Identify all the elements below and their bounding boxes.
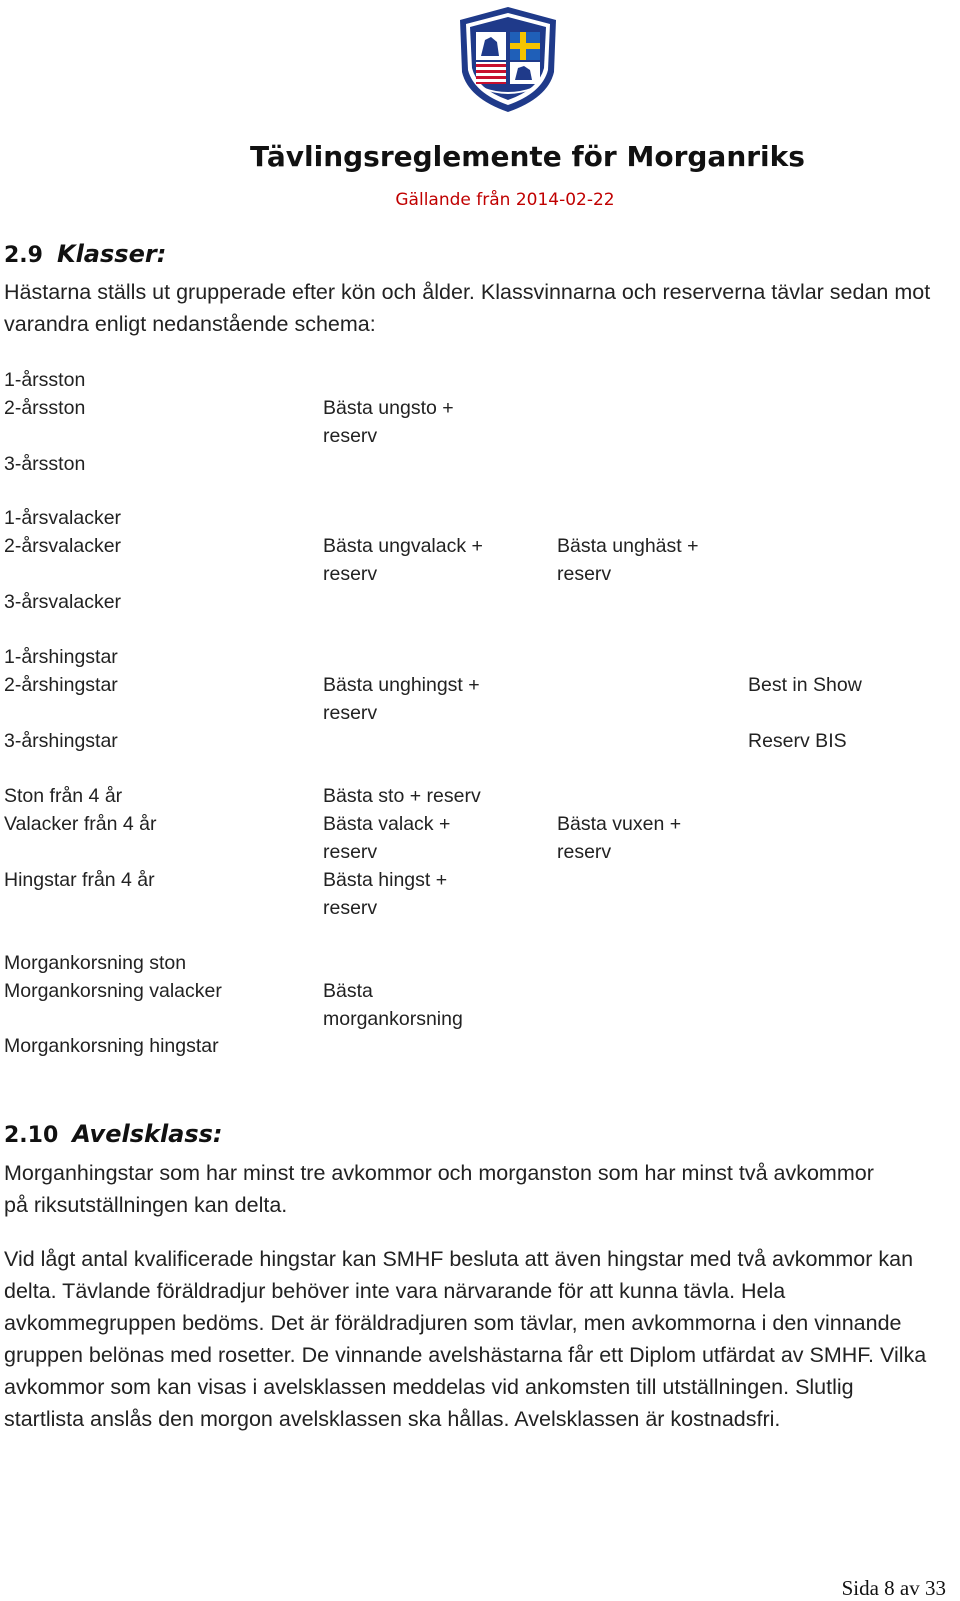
winner-label: Bästa valack + reserv (323, 813, 451, 863)
class-label: 3-årsvalacker (4, 591, 122, 613)
klasser-intro: Hästarna ställs ut grupperade efter kön och ålder. Klassvinnarna och reserverna tävlar sedan mot varandra enligt nedanstående schema: (4, 280, 931, 336)
section-title: Avelsklass: (72, 1120, 223, 1148)
section-title: Klasser: (56, 240, 167, 268)
winner-label: Bästa morgankorsning (323, 980, 463, 1030)
reserve-bis-label: Reserv BIS (748, 730, 847, 752)
class-label: 2-årshingstar (4, 674, 118, 696)
class-label: 1-årshingstar (4, 646, 118, 668)
group-winner-label: Bästa vuxen + reserv (557, 813, 682, 863)
winner-label: Bästa unghingst + reserv (323, 674, 480, 724)
avelsklass-paragraph-1: Morganhingstar som har minst tre avkommor och morganston som har minst två avkommor på riksutställningen kan delta. (4, 1161, 874, 1217)
winner-label: Bästa ungsto + reserv (323, 397, 454, 447)
class-label: 1-årsvalacker (4, 507, 122, 529)
best-in-show-label: Best in Show (748, 674, 862, 696)
class-label: Morgankorsning hingstar (4, 1035, 219, 1057)
class-label: Hingstar från 4 år (4, 869, 155, 891)
class-label: 1-årsston (4, 369, 86, 391)
class-label: 2-årsston (4, 397, 86, 419)
winner-label: Bästa hingst + reserv (323, 869, 448, 919)
group-winner-label: Bästa unghäst + reserv (557, 535, 699, 585)
winner-label: Bästa ungvalack + reserv (323, 535, 483, 585)
class-label: Valacker från 4 år (4, 813, 157, 835)
class-label: Morgankorsning valacker (4, 980, 222, 1002)
winner-label: Bästa sto + reserv (323, 785, 481, 807)
class-label: 3-årshingstar (4, 730, 118, 752)
document-subtitle: Gällande från 2014-02-22 (395, 190, 615, 210)
class-label: 3-årsston (4, 453, 86, 475)
class-label: Ston från 4 år (4, 785, 123, 807)
section-heading-avelsklass (4, 1120, 223, 1148)
class-label: Morgankorsning ston (4, 952, 187, 974)
section-number: 2.9 (4, 243, 43, 268)
document-title: Tävlingsreglemente för Morganriks (250, 140, 805, 173)
section-heading-klasser (4, 240, 166, 268)
page-number: Sida 8 av 33 (841, 1576, 946, 1600)
class-label: 2-årsvalacker (4, 535, 122, 557)
section-number: 2.10 (4, 1123, 59, 1148)
avelsklass-paragraph-2: Vid lågt antal kvalificerade hingstar kan SMHF besluta att även hingstar med två avkommor kan delta. Tävlande föräldradjur behöver inte vara närvarande för att kunna tävla. Hela avkommegruppen bedöms. Det är föräldradjuren som tävlar, men avkommorna i den vinnande gruppen belönas med rosetter. De vinnande avelshästarna får ett Diplom utfärdat av SMHF. Vilka avkommor som kan visas i avelsklassen meddelas vid ankomsten till utställningen. Slutlig startlista anslås den morgon avelsklassen ska hållas. Avelsklassen är kostnadsfri. (4, 1247, 927, 1431)
association-logo (452, 4, 564, 116)
